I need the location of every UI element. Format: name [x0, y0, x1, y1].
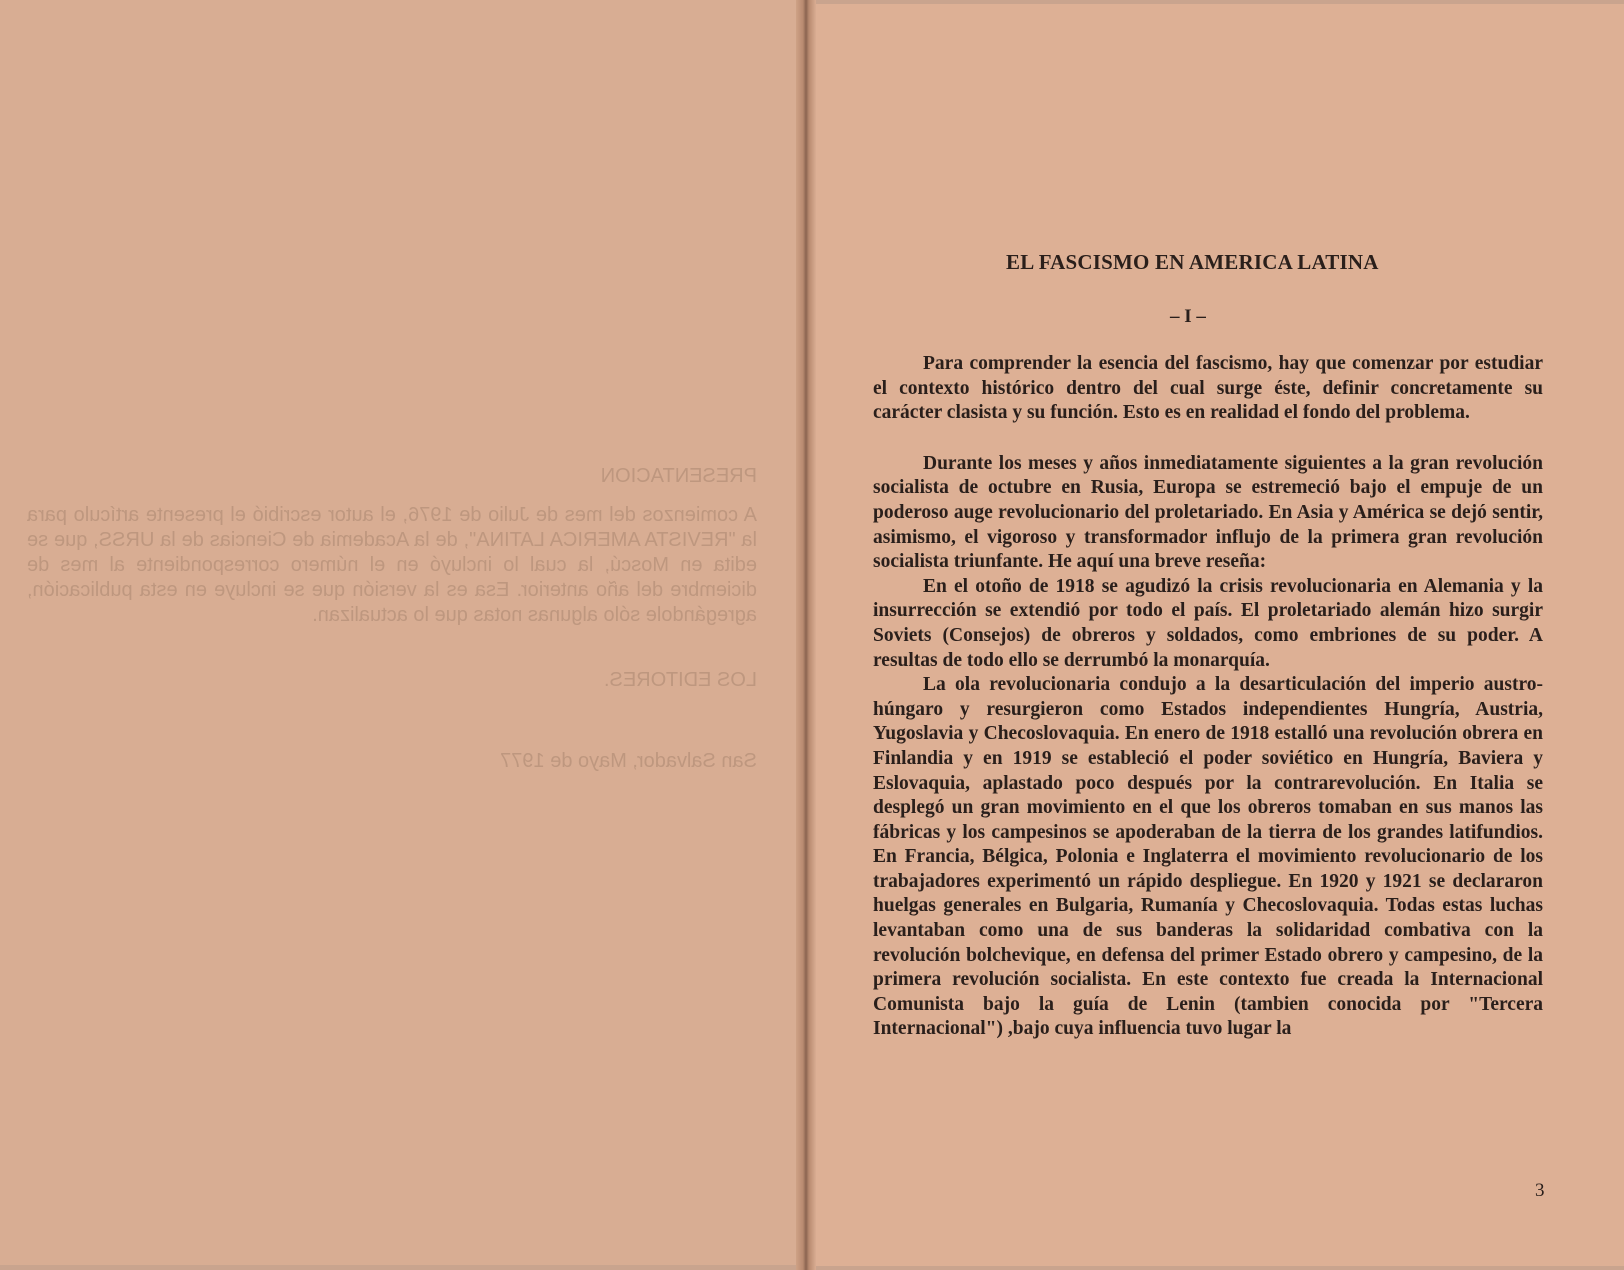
section-number: – I –: [1170, 306, 1206, 327]
bleed-place-date: San Salvador, Mayo de 1977: [500, 750, 757, 772]
article-body: [873, 352, 1543, 1042]
bleed-signature: LOS EDITORES.: [603, 669, 757, 691]
bleed-through-text: [27, 464, 757, 774]
paragraph-3: En el otoño de 1918 se agudizó la crisis revolucionaria en Alemania y la insurrección se extendió por todo el país. El proletariado alemán hizo surgir Soviets (Consejos) de obreros y soldados, como embriones de su poder. A resultas de todo ello se derrumbó la monarquía.: [873, 575, 1543, 671]
paragraph-4: La ola revolucionaria condujo a la desarticulación del imperio austro-húngaro y resurgieron como Estados independientes Hungría, Austria, Yugoslavia y Checoslovaquia. En enero de 1918 estalló una revolución obrera en Finlandia y en 1919 se estableció el poder soviético en Hungría, Baviera y Eslovaquia, aplastado poco después por la contrarevolución. En Italia se desplegó un gran movimiento en el que los obreros tomaban en sus manos las fábricas y los campesinos se apoderaban de la tierra de los grandes latifundios. En Francia, Bélgica, Polonia e Inglaterra el movimiento revolucionario de los trabajadores experimentó un rápido despliegue. En 1920 y 1921 se declararon huelgas generales en Bulgaria, Rumanía y Checoslovaquia. Todas estas luchas levantaban como una de sus banderas la solidaridad combativa con la revolución bolchevique, en defensa del primer Estado obrero y campesino, de la primera revolución socialista. En este contexto fue creada la Internacional Comunista bajo la guía de Lenin (tambien conocida por "Tercera Internacional") ,bajo cuya influencia tuvo lugar la: [873, 674, 1543, 1040]
bleed-paragraph: A comienzos del mes de Julio de 1976, el autor escribió el presente artículo para la "REVISTA AMERICA LATINA", de la Academia de Ciencias de la URSS, que se edita en Moscú, la cual lo incluyó en el número correspondiente al mes de diciembre del año anterior. Esa es la versión que se incluye en esta publicación, agregándole sólo algunas notas que lo actualizan.: [27, 504, 757, 626]
page-number: 3: [1535, 1180, 1545, 1201]
paragraph-1: Para comprender la esencia del fascismo, hay que comenzar por estudiar el contexto histórico dentro del cual surge éste, definir concretamente su carácter clasista y su función. Esto es en realidad el fondo del problema.: [873, 353, 1543, 424]
page-title: EL FASCISMO EN AMERICA LATINA: [1006, 250, 1379, 274]
paragraph-2: Durante los meses y años inmediatamente siguientes a la gran revolución socialista de octubre en Rusia, Europa se estremeció bajo el empuje de un poderoso auge revolucionario del proletariado. En Asia y América se dejó sentir, asimismo, el vigoroso y transformador influjo de la primera gran revolución socialista triunfante. He aquí una breve reseña:: [873, 452, 1543, 573]
bleed-heading: PRESENTACION: [600, 465, 757, 487]
left-page-bleed-through: [0, 0, 805, 1265]
